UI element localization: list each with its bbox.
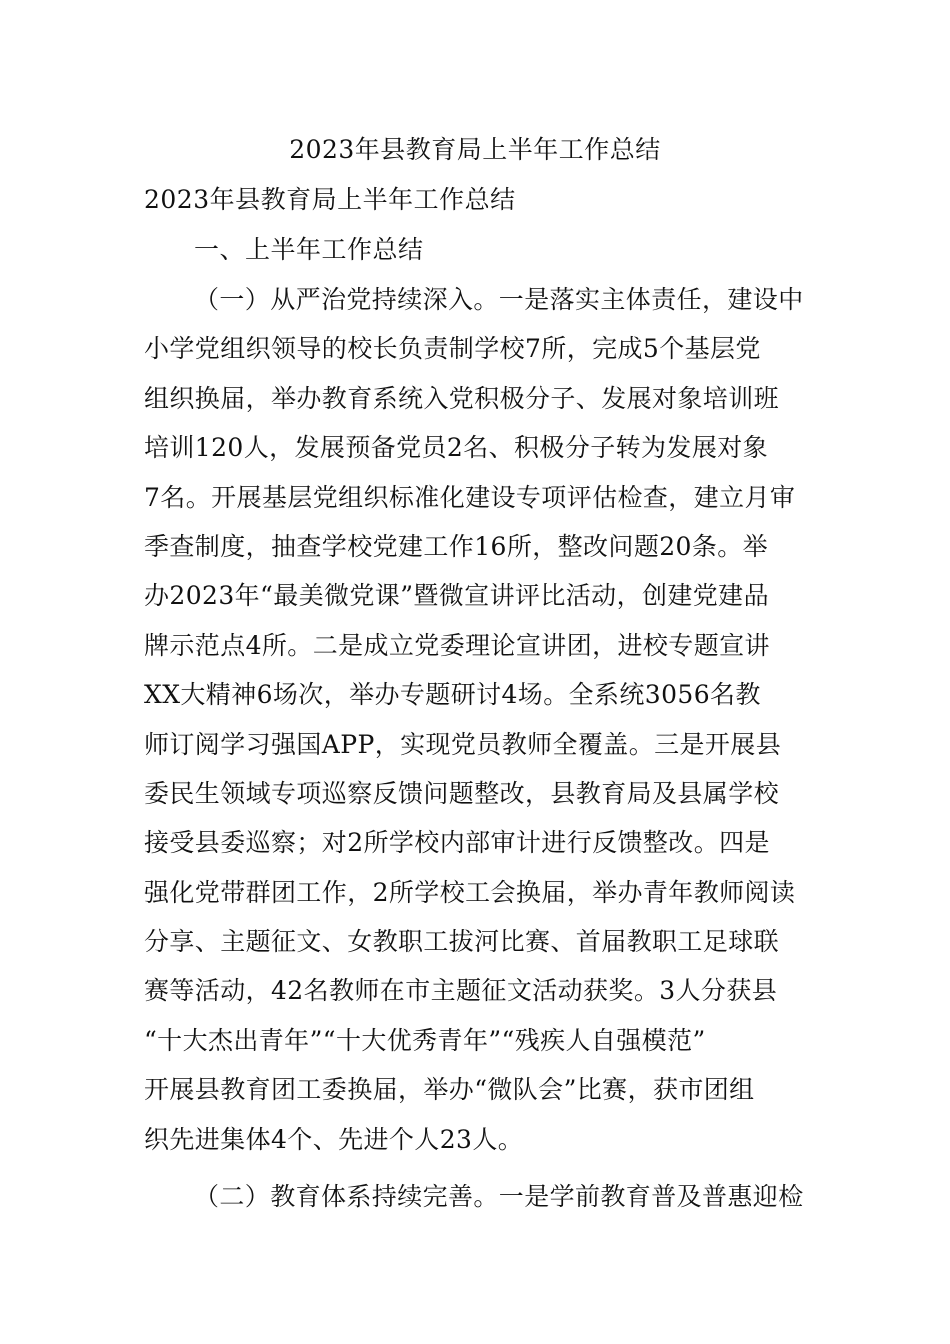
paragraph-line: “十大杰出青年”“十大优秀青年”“残疾人自强模范”	[144, 1025, 706, 1055]
paragraph-line: 办2023年“最美微党课”暨微宣讲评比活动，创建党建品	[144, 581, 769, 611]
paragraph-line: （二）教育体系持续完善。一是学前教育普及普惠迎检	[194, 1182, 804, 1211]
paragraph-line: 小学党组织领导的校长负责制学校7所，完成5个基层党	[144, 334, 761, 364]
paragraph-line: 委民生领域专项巡察反馈问题整改，县教育局及县属学校	[144, 778, 780, 808]
paragraph-line: XX大精神6场次，举办专题研讨4场。全系统3056名教	[144, 680, 761, 710]
paragraph-line: 织先进集体4个、先进个人23人。	[144, 1124, 524, 1154]
paragraph-line: （一）从严治党持续深入。一是落实主体责任，建设中	[194, 285, 804, 314]
paragraph-line: 强化党带群团工作，2所学校工会换届，举办青年教师阅读	[144, 877, 796, 907]
document-title: 2023年县教育局上半年工作总结	[289, 135, 661, 164]
paragraph-line: 牌示范点4所。二是成立党委理论宣讲团，进校专题宣讲	[144, 630, 770, 660]
paragraph-line: 赛等活动，42名教师在市主题征文活动获奖。3人分获县	[144, 976, 778, 1006]
paragraph-line: 接受县委巡察；对2所学校内部审计进行反馈整改。四是	[144, 828, 770, 858]
section-heading: 一、上半年工作总结	[194, 235, 424, 264]
paragraph-party-building	[144, 275, 824, 1164]
paragraph-line: 培训120人，发展预备党员2名、积极分子转为发展对象	[144, 433, 769, 463]
paragraph-education-system	[144, 1172, 824, 1221]
paragraph-line: 季查制度，抽查学校党建工作16所，整改问题20条。举	[144, 531, 769, 561]
paragraph-line: 组织换届，举办教育系统入党积极分子、发展对象培训班	[144, 383, 780, 413]
document-subtitle: 2023年县教育局上半年工作总结	[144, 185, 516, 214]
paragraph-line: 7名。开展基层党组织标准化建设专项评估检查，建立月审	[144, 482, 796, 512]
paragraph-line: 分享、主题征文、女教职工拔河比赛、首届教职工足球联	[144, 927, 780, 957]
paragraph-line: 开展县教育团工委换届，举办“微队会”比赛，获市团组	[144, 1075, 755, 1105]
paragraph-line: 师订阅学习强国APP，实现党员教师全覆盖。三是开展县	[144, 729, 782, 759]
